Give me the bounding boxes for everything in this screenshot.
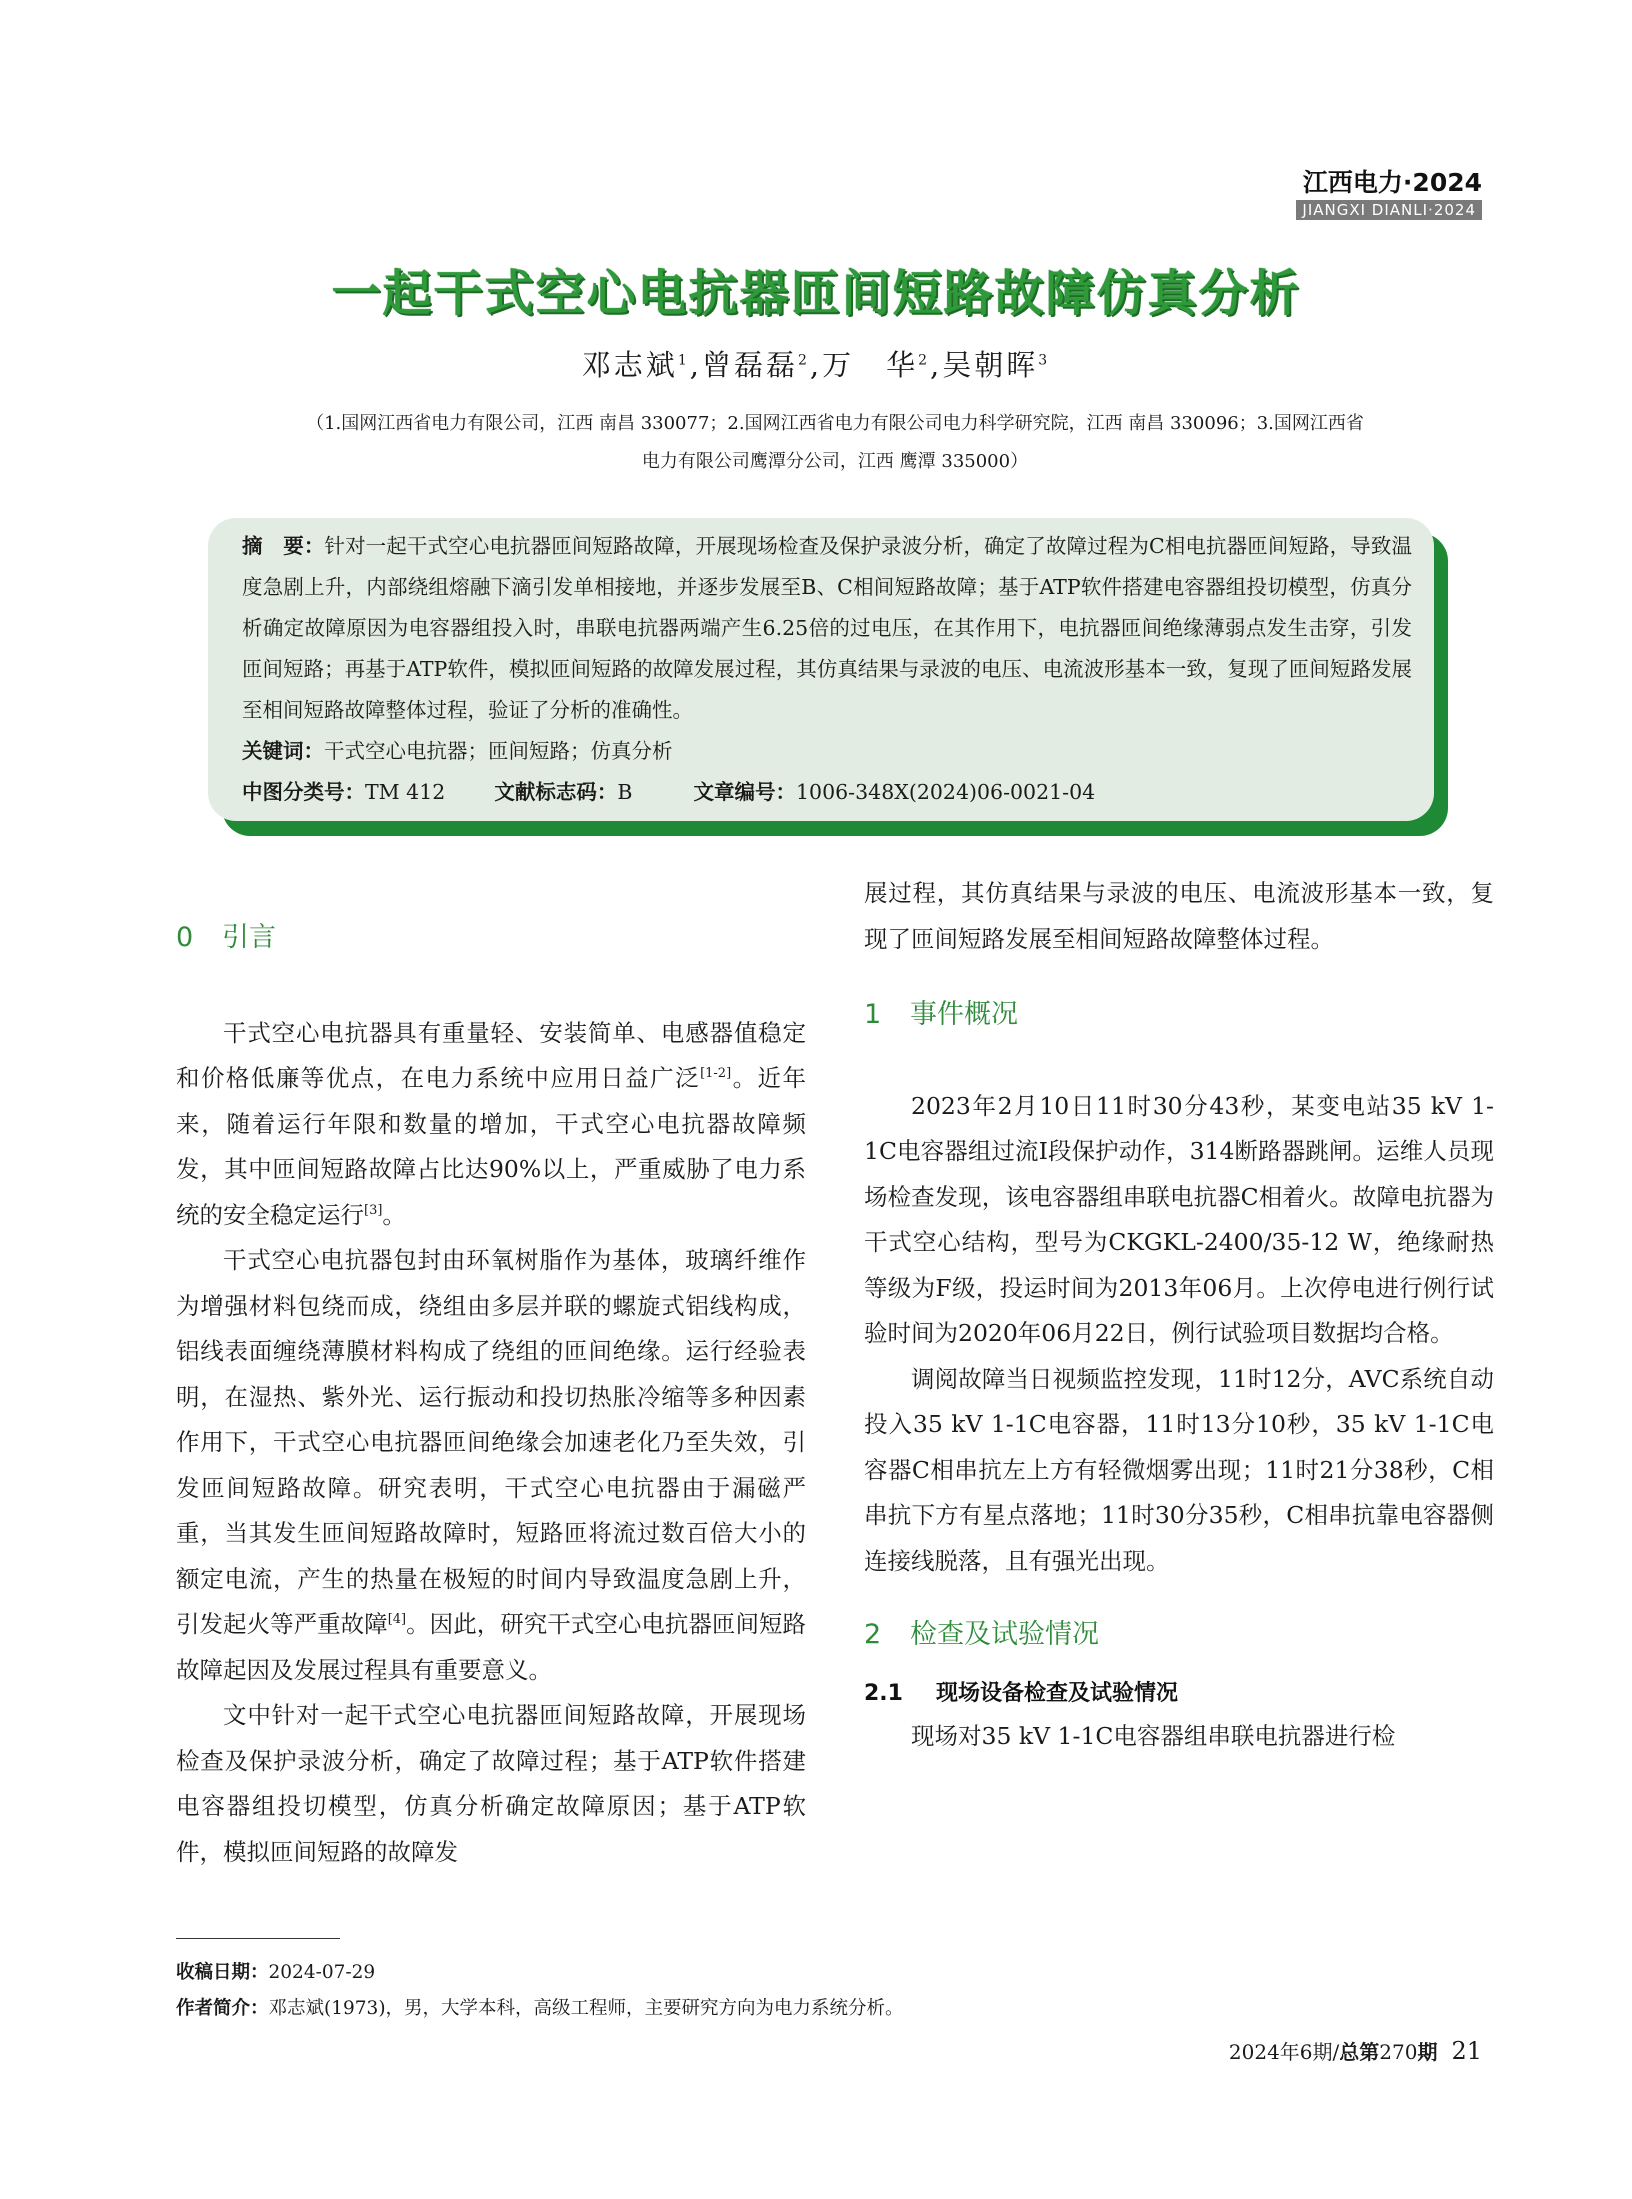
keywords-label: 关键词： — [242, 739, 324, 763]
keywords-line — [242, 731, 1412, 772]
right-column — [864, 871, 1494, 1759]
total-issue-number: 270 — [1379, 2040, 1418, 2064]
abstract-label: 摘 要： — [242, 534, 325, 558]
paragraph-text: 干式空心电抗器包封由环氧树脂作为基体，玻璃纤维作为增强材料包绕而成，绕组由多层并联的螺旋式铝线构成，铝线表面缠绕薄膜材料构成了绕组的匝间绝缘。运行经验表明，在湿热、紫外光、运行振动和投切热胀冷缩等多种因素作用下，干式空心电抗器匝间绝缘会加速老化乃至失效，引发匝间短路故障。研究表明，干式空心电抗器由于漏磁严重，当其发生匝间短路故障时，短路匝将流过数百倍大小的额定电流，产生的热量在极短的时间内导致温度急剧上升，引发起火等严重故障 — [176, 1246, 806, 1638]
paragraph-text: 。 — [382, 1200, 406, 1229]
keywords: 干式空心电抗器；匝间短路；仿真分析 — [324, 739, 673, 763]
author-affiliation-index: 1 — [677, 352, 690, 369]
author-name: 万 华 — [822, 348, 919, 382]
footnote-separator — [176, 1938, 340, 1939]
author-name: 曾磊磊 — [701, 348, 798, 382]
author-list: 邓志斌$^1$,曾磊磊$^2$,万 华$^2$,吴朝晖$^3$ — [581, 348, 1051, 382]
received-date-line — [176, 1958, 375, 1984]
classification-line — [242, 772, 1412, 813]
doc-code-value: B — [617, 780, 633, 804]
paragraph: 展过程，其仿真结果与录波的电压、电流波形基本一致，复现了匝间短路发展至相间短路故障整体过程。 — [864, 879, 1494, 953]
section-heading — [864, 1612, 1494, 1658]
paragraph: 文中针对一起干式空心电抗器匝间短路故障，开展现场检查及保护录波分析，确定了故障过程；基于ATP软件搭建电容器组投切模型，仿真分析确定故障原因；基于ATP软件，模拟匝间短路的故障发 — [176, 1701, 806, 1866]
paragraph-text: 。因此，研究干式空心电抗器匝间短路故障起因及发展过程具有重要意义。 — [176, 1610, 807, 1684]
affiliations — [170, 405, 1500, 481]
journal-name: 江西电力·2024 — [1302, 168, 1482, 197]
clc-value: TM 412 — [365, 780, 446, 804]
clc-label: 中图分类号： — [242, 780, 365, 804]
section-number: 0 — [176, 922, 194, 953]
article-no-value: 1006-348X(2024)06-0021-04 — [796, 780, 1096, 804]
page-number: 21 — [1451, 2037, 1482, 2065]
section-heading — [864, 992, 1494, 1038]
citation: [4] — [387, 1612, 407, 1628]
affiliation-line: （1.国网江西省电力有限公司，江西 南昌 330077；2.国网江西省电力有限公司电力科学研究院，江西 南昌 330096；3.国网江西省 — [306, 413, 1364, 434]
paragraph — [176, 1238, 806, 1693]
subsection-heading — [864, 1674, 1494, 1714]
paragraph: 现场对35 kV 1-1C电容器组串联电抗器进行检 — [911, 1721, 1396, 1750]
author-name: 吴朝晖 — [942, 348, 1039, 382]
left-column — [176, 915, 806, 1875]
section-heading — [176, 915, 806, 961]
author-affiliation-index: 2 — [797, 352, 810, 369]
subsection-number: 2.1 — [864, 1680, 903, 1706]
subsection-title: 现场设备检查及试验情况 — [936, 1680, 1179, 1706]
article-title: 一起干式空心电抗器匝间短路故障仿真分析 — [331, 265, 1301, 322]
paragraph — [176, 1011, 806, 1239]
paragraph: 2023年2月10日11时30分43秒，某变电站35 kV 1-1C电容器组过流I段保护动作，314断路器跳闸。运维人员现场检查发现，该电容器组串联电抗器C相着火。故障电抗器为干式空心结构，型号为CKGKL-2400/35-12 W，绝缘耐热等级为F级，投运时间为2013年06月。上次停电进行例行试验时间为2020年06月22日，例行试验项目数据均合格。 — [864, 1091, 1494, 1347]
author-bio-line — [176, 1994, 904, 2020]
article-no-label: 文章编号： — [693, 780, 797, 804]
paragraph-text: 。近年来，随着运行年限和数量的增加，干式空心电抗器故障频发，其中匝间短路故障占比达90%以上，严重威胁了电力系统的安全稳定运行 — [176, 1064, 807, 1229]
section-number: 1 — [864, 999, 882, 1030]
author-affiliation-index: 2 — [918, 352, 931, 369]
issue-info: 2024年6期/ — [1228, 2040, 1340, 2064]
total-issue-suffix: 期 — [1417, 2040, 1438, 2064]
author-name: 邓志斌 — [581, 348, 678, 382]
affiliation-line: 电力有限公司鹰潭分公司，江西 鹰潭 335000） — [641, 451, 1029, 472]
bio-label: 作者简介： — [176, 1998, 269, 2019]
citation: [3] — [364, 1202, 383, 1218]
section-title: 事件概况 — [910, 999, 1018, 1030]
page-info — [1229, 2036, 1482, 2065]
journal-name-english: JIANGXI DIANLI·2024 — [1296, 200, 1482, 220]
author-affiliation-index: 3 — [1038, 352, 1051, 369]
citation: [1-2] — [700, 1066, 732, 1082]
author-bio: 邓志斌(1973)，男，大学本科，高级工程师，主要研究方向为电力系统分析。 — [268, 1998, 904, 2019]
received-label: 收稿日期： — [176, 1962, 269, 1983]
section-number: 2 — [864, 1619, 882, 1650]
total-issue-label: 总第 — [1339, 2040, 1380, 2064]
section-title: 检查及试验情况 — [910, 1619, 1099, 1650]
received-date: 2024-07-29 — [268, 1962, 376, 1983]
abstract-text: 针对一起干式空心电抗器匝间短路故障，开展现场检查及保护录波分析，确定了故障过程为C相电抗器匝间短路，导致温度急剧上升，内部绕组熔融下滴引发单相接地，并逐步发展至B、C相间短路故障；基于ATP软件搭建电容器组投切模型，仿真分析确定故障原因为电容器组投入时，串联电抗器两端产生6.25倍的过电压，在其作用下，电抗器匝间绝缘薄弱点发生击穿，引发匝间短路；再基于ATP软件，模拟匝间短路的故障发展过程，其仿真结果与录波的电压、电流波形基本一致，复现了匝间短路发展至相间短路故障整体过程，验证了分析的准确性。 — [242, 534, 1412, 722]
section-title: 引言 — [222, 922, 276, 953]
doc-code-label: 文献标志码： — [494, 780, 618, 804]
abstract-paragraph — [242, 526, 1412, 731]
abstract-content — [242, 526, 1412, 813]
paragraph-text: 干式空心电抗器具有重量轻、安装简单、电感器值稳定和价格低廉等优点，在电力系统中应用日益广泛 — [176, 1018, 806, 1092]
paragraph: 调阅故障当日视频监控发现，11时12分，AVC系统自动投入35 kV 1-1C电容器，11时13分10秒，35 kV 1-1C电容器C相串抗左上方有轻微烟雾出现；11时21分38秒，C相串抗下方有星点落地；11时30分35秒，C相串抗靠电容器侧连接线脱落，且有强光出现。 — [864, 1364, 1494, 1575]
